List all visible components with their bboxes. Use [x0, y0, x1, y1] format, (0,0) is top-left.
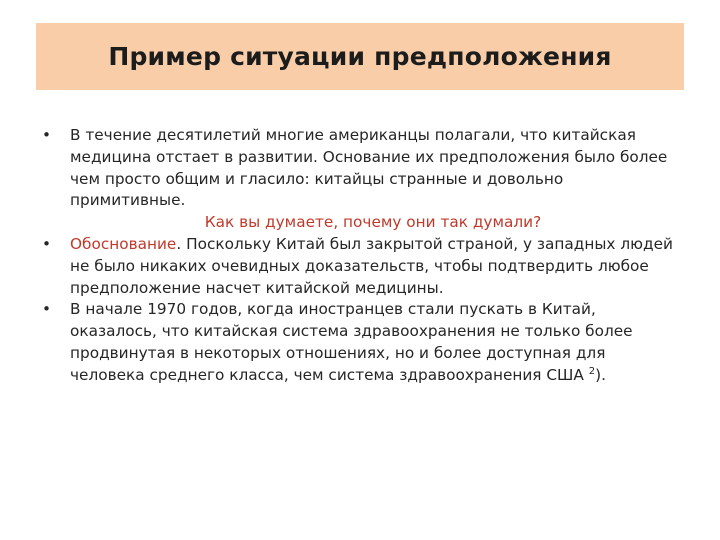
bullet-marker: • — [42, 234, 52, 253]
bullet-lead-term: Обоснование — [70, 234, 177, 253]
bullet-item-3 — [36, 299, 684, 386]
bullet-marker: • — [42, 126, 52, 144]
slide-content — [36, 125, 684, 387]
bullet-text: В течение десятилетий многие американцы полагали, что китайская медицина отстает в развитии. Основание их предположения было более чем просто общим и гласило: китайцы странные и довольно примитивные. — [70, 126, 668, 210]
bullet-text: . Поскольку Китай был закрытой страной, у западных людей не было никаких очевидных доказательств, чтобы подтвердить любое предположение насчет китайской медицины. — [70, 234, 673, 297]
bullet-item-1 — [36, 125, 684, 212]
bullet-tail: ). — [595, 365, 606, 384]
slide-title: Пример ситуации предположения — [108, 42, 612, 71]
bullet-item-2 — [36, 234, 684, 299]
footnote-ref: 2 — [588, 365, 596, 377]
bullet-text: В начале 1970 годов, когда иностранцев стали пускать в Китай, оказалось, что китайская система здравоохранения не только более продвинутая в некоторых отношениях, но и более доступная для человека среднего класса, чем система здравоохранения США — [70, 300, 633, 384]
question-line: Как вы думаете, почему они так думали? — [204, 213, 542, 232]
title-banner — [36, 23, 684, 90]
bullet-marker: • — [42, 300, 52, 319]
